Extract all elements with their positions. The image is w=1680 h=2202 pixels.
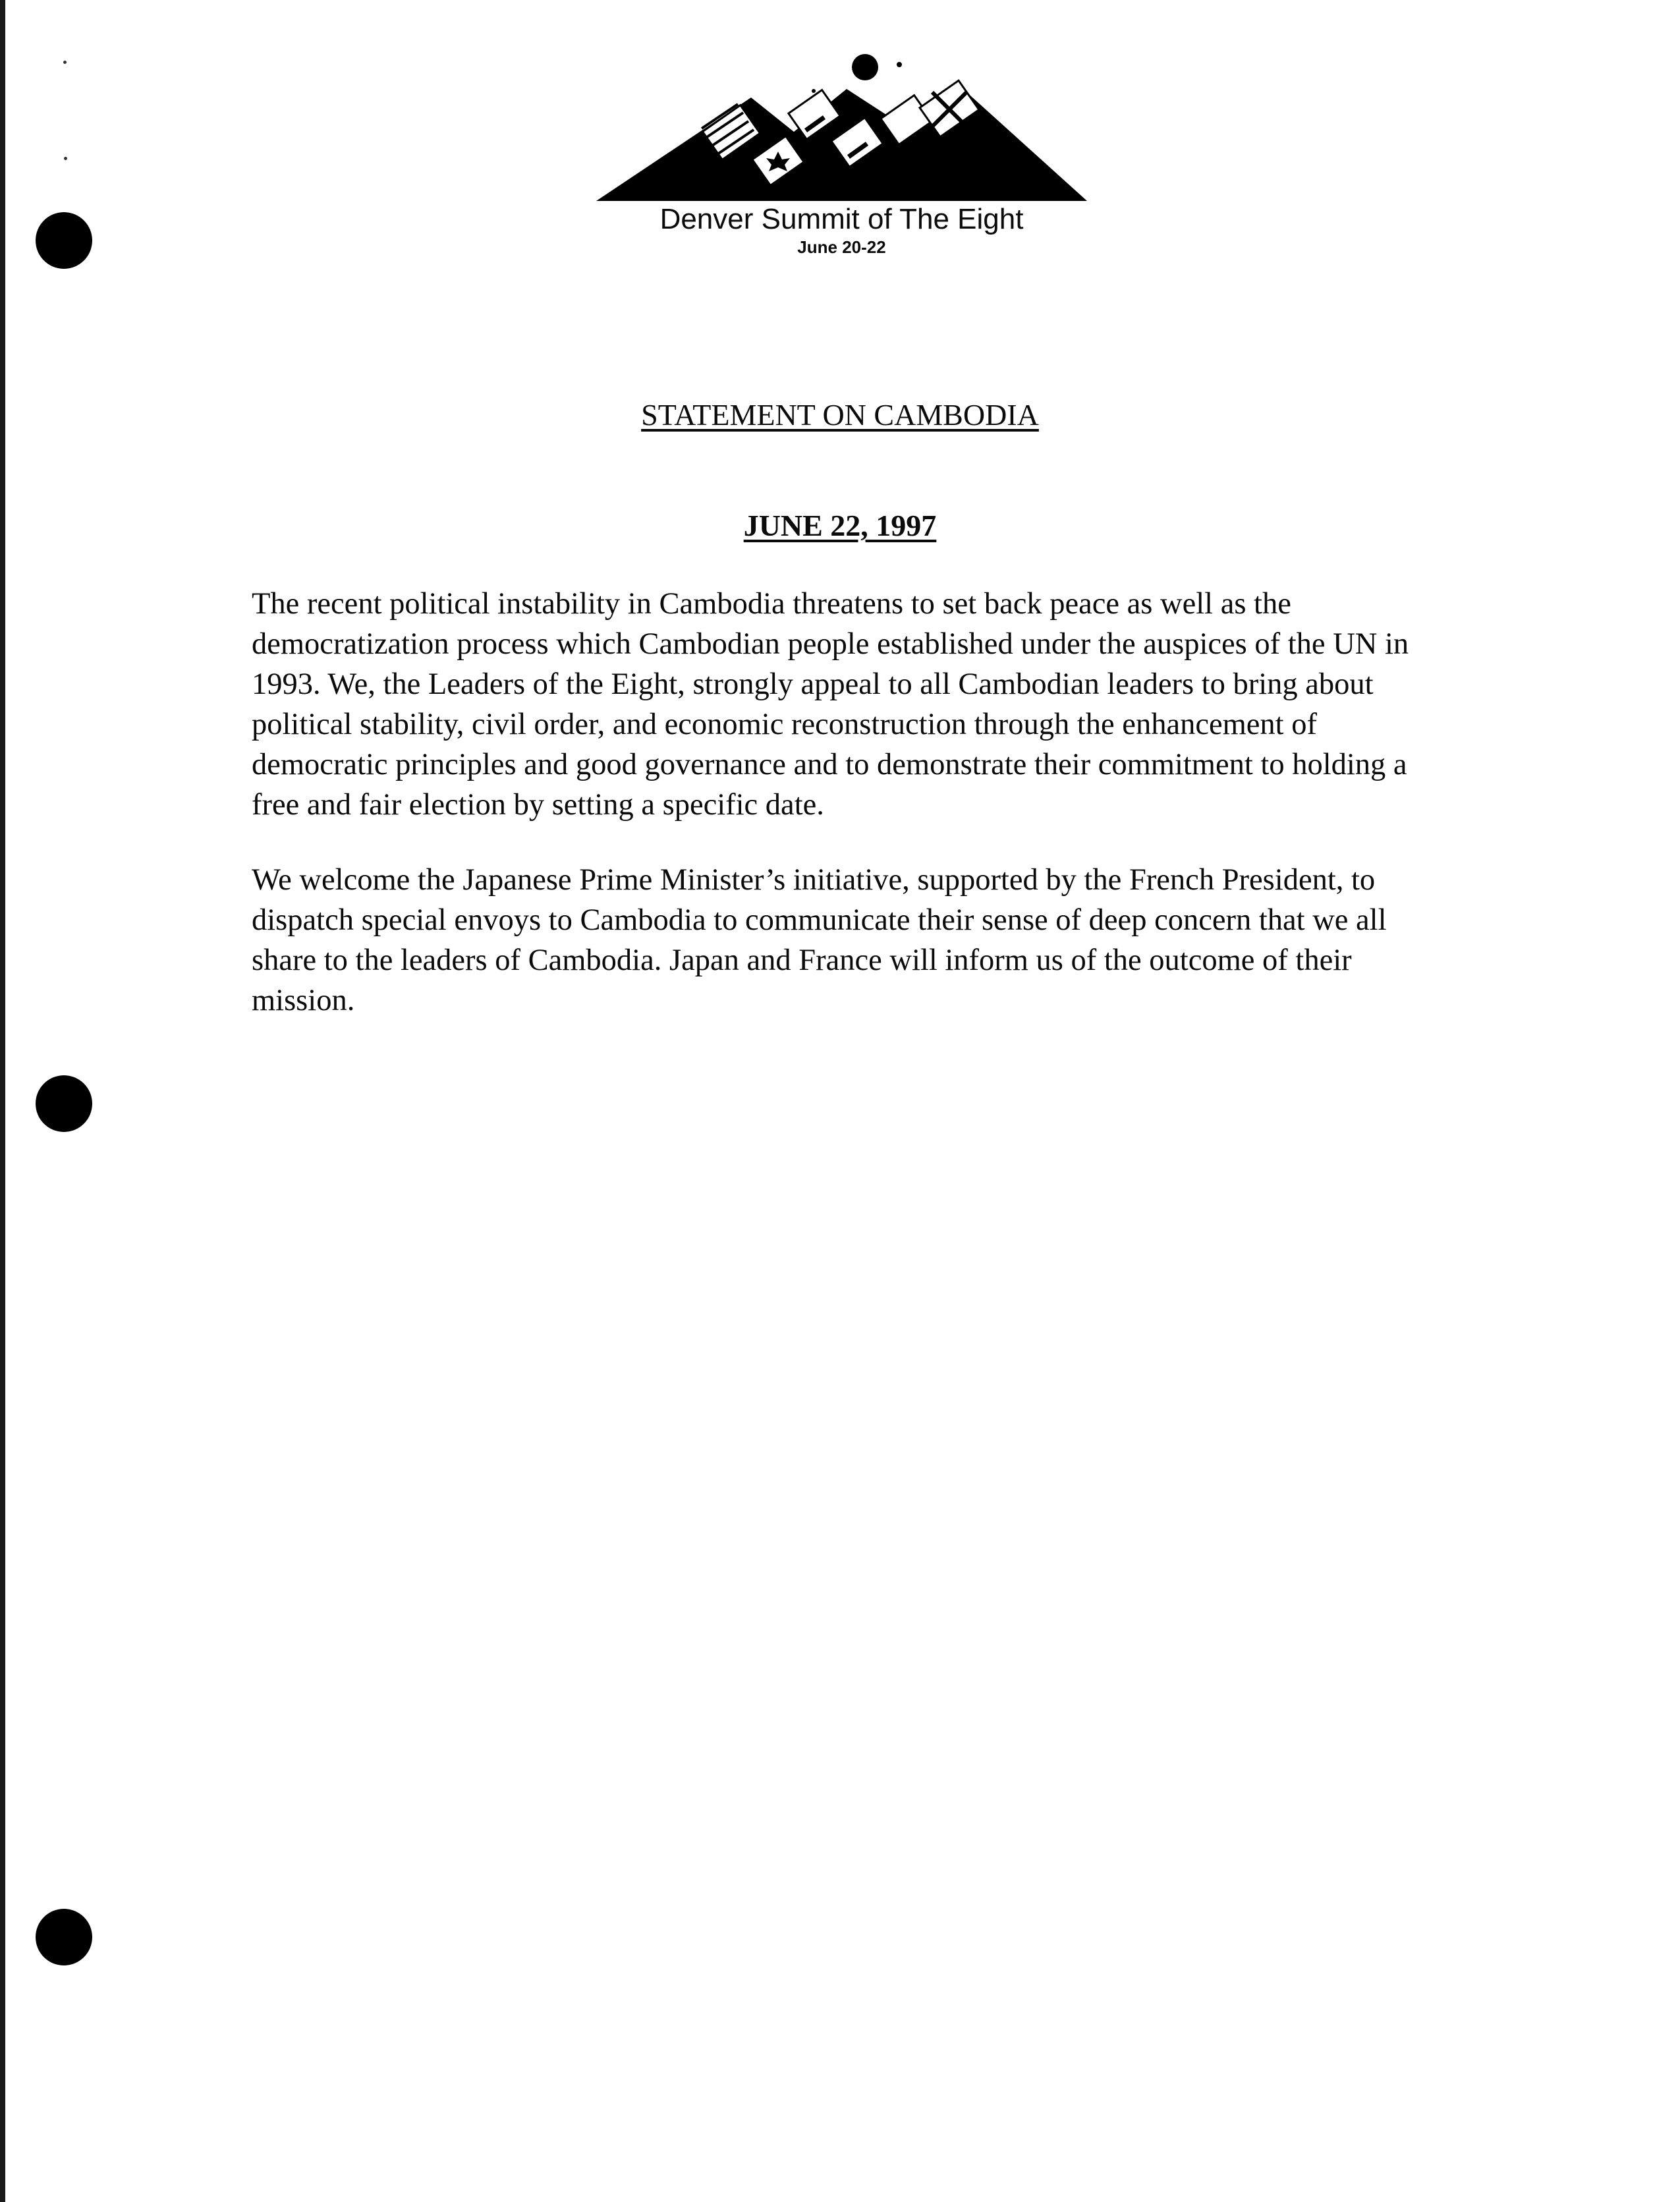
punch-hole-icon bbox=[36, 212, 92, 269]
scan-speck bbox=[64, 157, 67, 160]
scan-edge bbox=[0, 0, 5, 2202]
punch-hole-icon bbox=[36, 1909, 92, 1965]
scan-speck bbox=[63, 61, 67, 64]
statement-paragraph: The recent political instability in Cambodia threatens to set back peace as well as the democratization process which Cambodian people established under the auspices of the UN in 1993. We, the Leaders of the Eight, strongly appeal to all Cambodian leaders to bring about political stability, civil order, and economic reconstruction through the enhancement of democratic principles and good governance and to demonstrate their commitment to holding a free and fair election by setting a specific date. bbox=[252, 587, 1409, 822]
summit-dates: June 20-22 bbox=[797, 237, 886, 257]
statement-date: JUNE 22, 1997 bbox=[743, 509, 937, 542]
punch-hole-icon bbox=[36, 1075, 92, 1132]
statement-paragraph: We welcome the Japanese Prime Minister’s initiative, supported by the French President, to dispatch special envoys to Cambodia to communicate their sense of deep concern that we all share to the leaders of Cambodia. Japan and France will inform us of the outcome of their mission. bbox=[252, 863, 1387, 1017]
statement-title: STATEMENT ON CAMBODIA bbox=[641, 398, 1039, 432]
summit-caption: Denver Summit of The Eight bbox=[659, 203, 1024, 235]
mountain-flags-logo-icon bbox=[596, 53, 1087, 204]
